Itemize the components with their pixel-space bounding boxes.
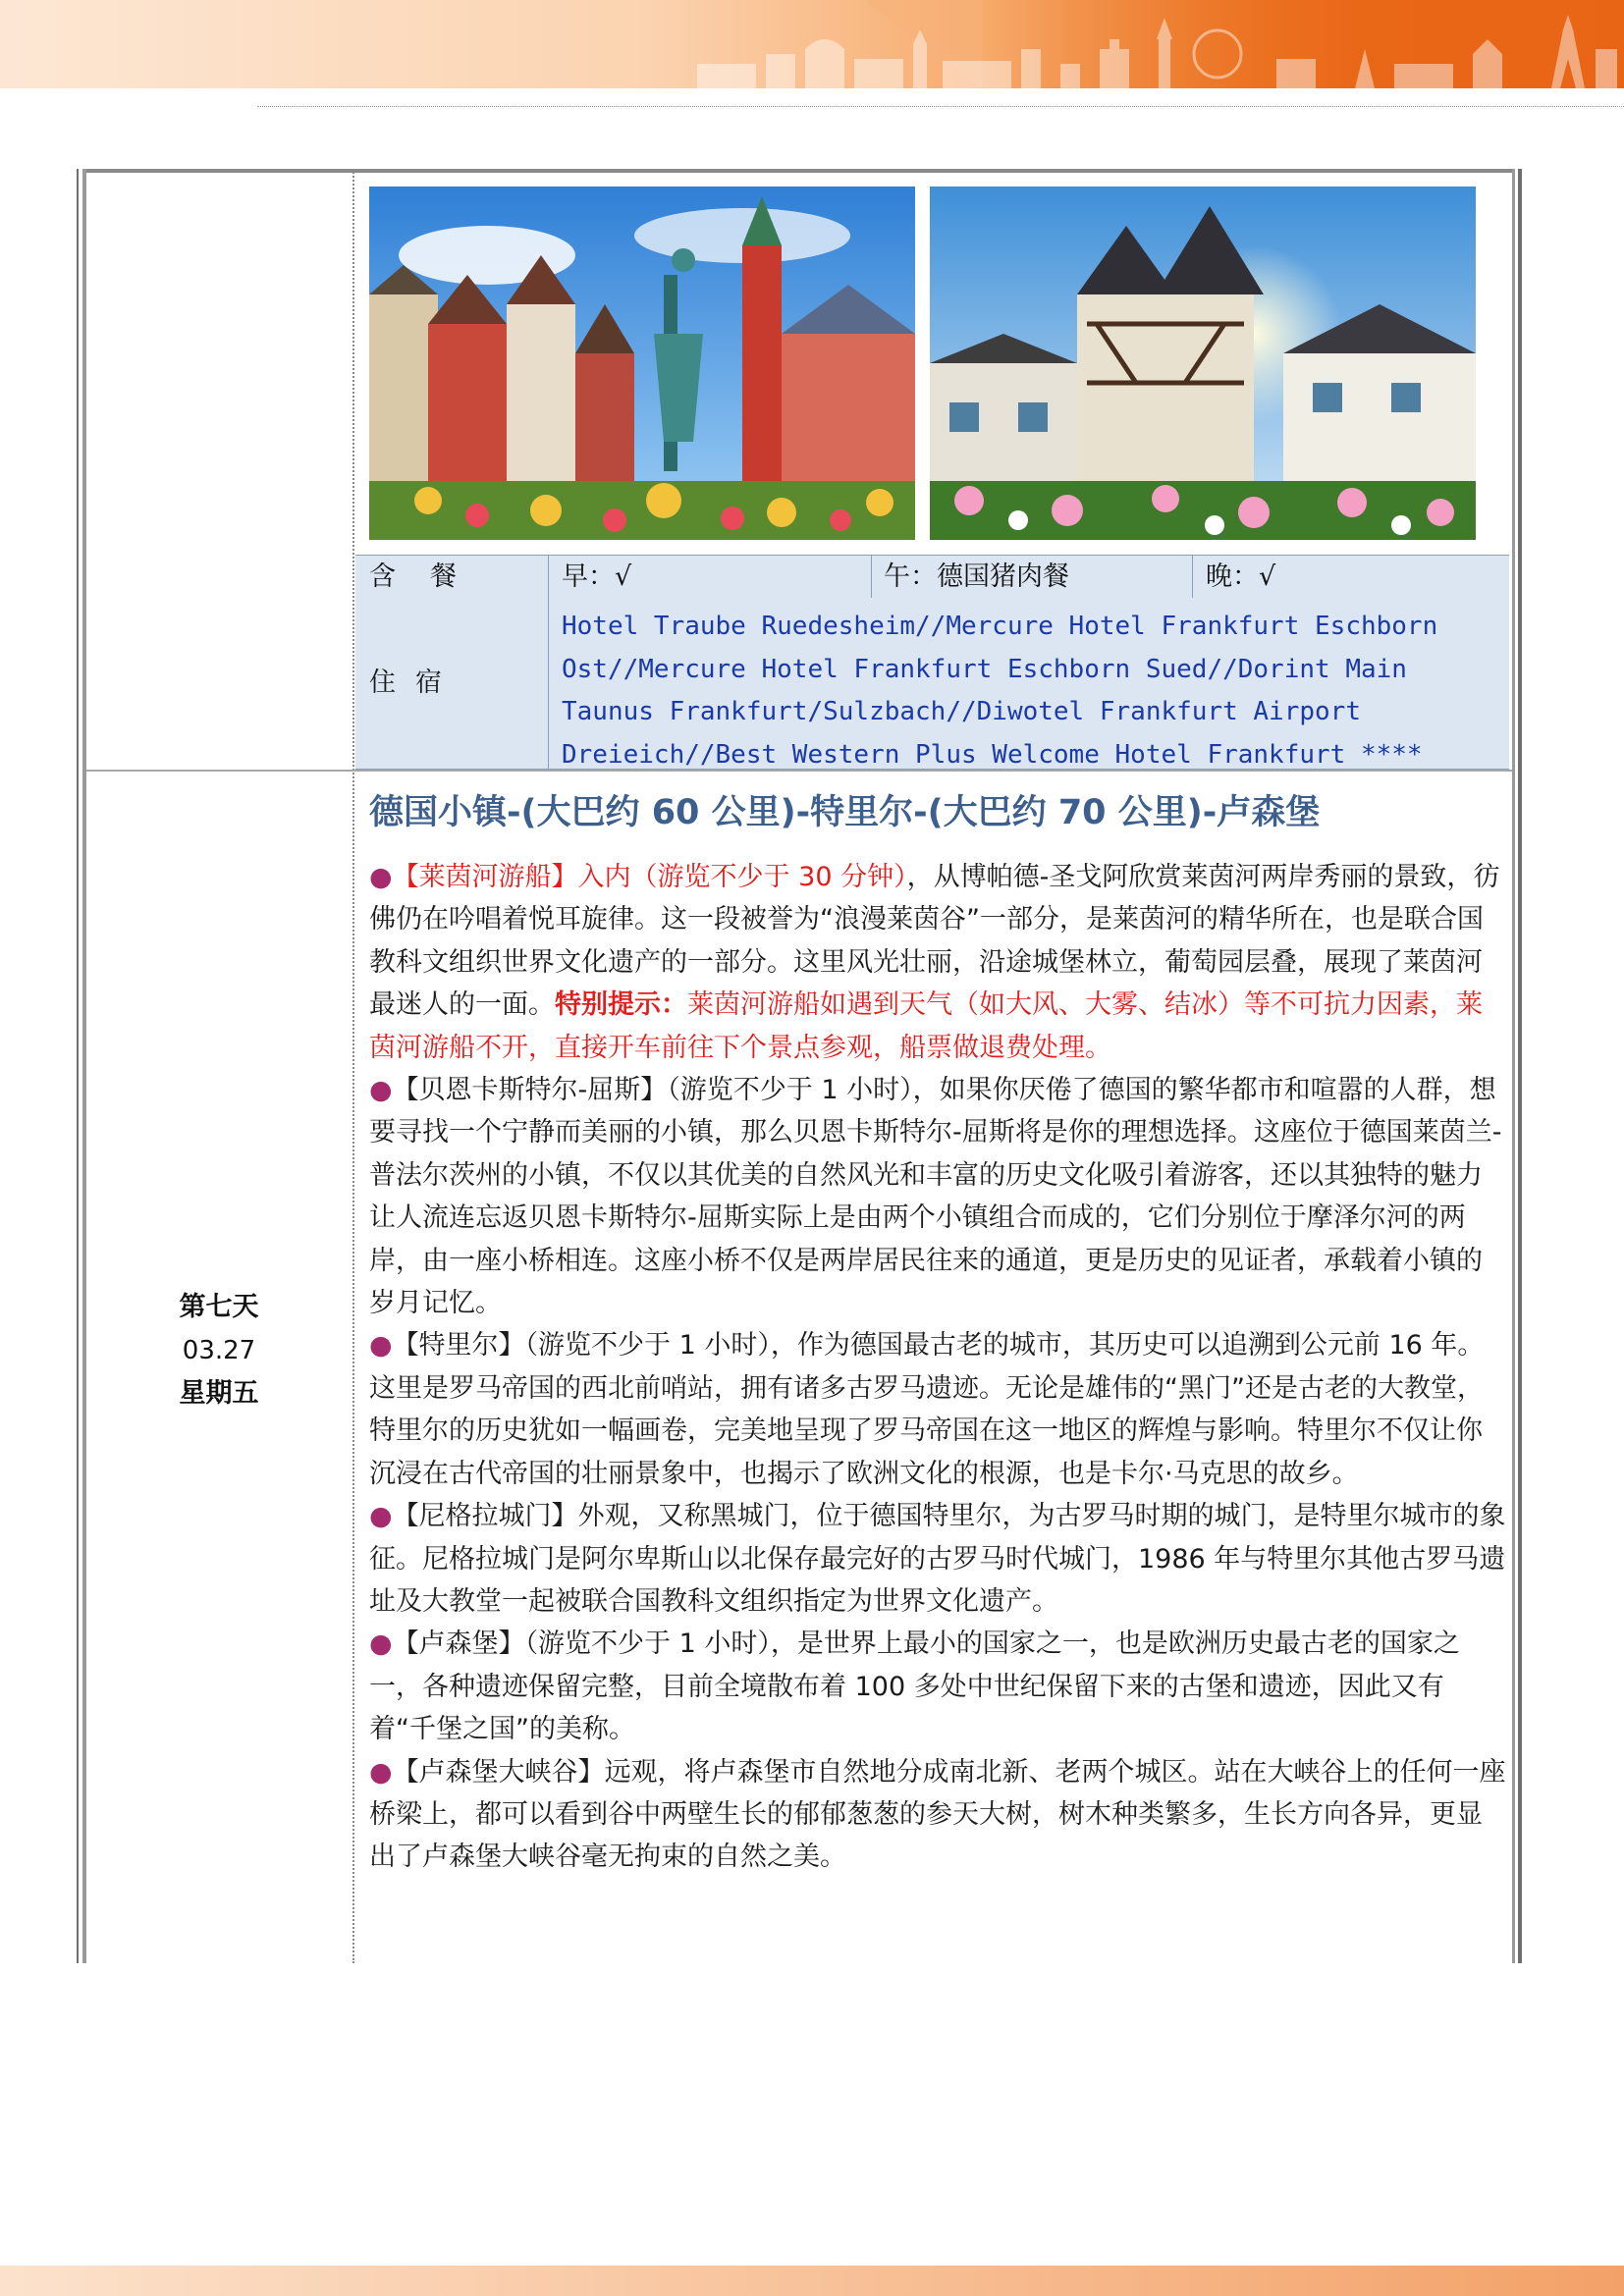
hotel-list: Hotel Traube Ruedesheim//Mercure Hotel Frankfurt Eschborn Ost//Mercure Hotel Frankfurt Eschborn Sued//Dorint Main Taunus Frankfurt/Sulzbach//Diwotel Frankfurt Airport Dreieich//Best Western Plus Welcome Hotel Frankfurt **** xyxy=(562,612,1438,770)
meals-separator xyxy=(871,556,872,599)
notice-text: 莱茵河游船如遇到天气（如大风、大雾、结冰）等不可抗力因素，莱茵河游船不开，直接开车前往下个景点参观，船票做退费处理。 xyxy=(369,989,1483,1063)
bullet-icon: ● xyxy=(369,1330,393,1362)
list-item xyxy=(369,1324,1508,1495)
bullet-icon: ● xyxy=(369,1629,393,1660)
meals-row xyxy=(355,555,1509,600)
attraction-name: 【卢森堡】 xyxy=(392,1629,525,1660)
hotel-separator xyxy=(548,598,549,769)
list-item xyxy=(369,1751,1508,1879)
meals-separator xyxy=(1192,556,1193,599)
bullet-icon: ● xyxy=(369,862,393,892)
hotel-row xyxy=(355,598,1509,770)
attraction-name: 【贝恩卡斯特尔-屈斯】 xyxy=(392,1075,668,1106)
attraction-name: 【莱茵河游船】入内（游览不少于 30 分钟） xyxy=(392,862,907,892)
table-right-border xyxy=(1512,169,1522,1963)
day-date: 03.27 xyxy=(182,1336,256,1365)
day-number: 第七天 xyxy=(179,1292,259,1322)
bullet-icon: ● xyxy=(369,1501,393,1532)
attraction-name: 【特里尔】 xyxy=(392,1330,525,1362)
list-item xyxy=(369,856,1508,1069)
footer-bar xyxy=(0,2266,1624,2296)
list-item xyxy=(369,1495,1508,1623)
attraction-description: 外观，又称黑城门，位于德国特里尔，为古罗马时期的城门，是特里尔城市的象征。尼格拉城门是阿尔卑斯山以北保存最完好的古罗马时代城门，1986 年与特里尔其他古罗马遗址及大教堂一起被联合国教科文组织指定为世界文化遗产。 xyxy=(369,1501,1506,1617)
city-skyline-icon xyxy=(687,10,1624,88)
header-banner xyxy=(0,0,1624,88)
day-label xyxy=(86,1286,352,1415)
breakfast-cell: 早：√ xyxy=(562,561,632,592)
lunch-cell: 午：德国猪肉餐 xyxy=(884,561,1069,592)
table-column-divider xyxy=(352,169,354,1963)
bullet-icon: ● xyxy=(369,1756,393,1788)
table-top-border xyxy=(77,169,1522,173)
itinerary-content xyxy=(369,856,1508,1879)
timber-house-photo xyxy=(930,187,1476,540)
attraction-description: ，从博帕德-圣戈阿欣赏莱茵河两岸秀丽的景致，彷佛仍在吟唱着悦耳旋律。这一段被誉为“浪漫莱茵谷”一部分，是莱茵河的精华所在，也是联合国教科文组织世界文化遗产的一部分。这里风光壮丽，沿途城堡林立，葡萄园层叠，展现了莱茵河最迷人的一面。 xyxy=(369,862,1500,1021)
list-item xyxy=(369,1623,1508,1750)
hotel-label: 住宿 xyxy=(369,667,461,698)
frankfurt-roemer-photo xyxy=(369,187,915,540)
attraction-name: 【卢森堡大峡谷】 xyxy=(392,1756,605,1788)
meals-separator xyxy=(548,556,549,599)
bullet-icon: ● xyxy=(369,1075,393,1106)
attraction-description: （游览不少于 1 小时），是世界上最小的国家之一，也是欧洲历史最古老的国家之一，各种遗迹保留完整，目前全境散布着 100 多处中世纪保留下来的古堡和遗迹，因此又有着“千堡之国”的美称。 xyxy=(369,1629,1460,1745)
table-left-border xyxy=(77,169,86,1963)
list-item xyxy=(369,1069,1508,1324)
attraction-description: 远观，将卢森堡市自然地分成南北新、老两个城区。站在大峡谷上的任何一座桥梁上，都可以看到谷中两壁生长的郁郁葱葱的参天大树，树木种类繁多，生长方向各异，更显出了卢森堡大峡谷毫无拘束的自然之美。 xyxy=(369,1756,1506,1873)
route-title: 德国小镇-(大巴约 60 公里)-特里尔-(大巴约 70 公里)-卢森堡 xyxy=(369,793,1321,832)
header-divider xyxy=(257,106,1624,107)
day-weekday: 星期五 xyxy=(179,1378,259,1409)
dinner-cell: 晚：√ xyxy=(1206,561,1276,592)
notice-label: 特别提示： xyxy=(555,989,687,1021)
meals-label: 含 餐 xyxy=(369,561,460,592)
attraction-description: （游览不少于 1 小时），如果你厌倦了德国的繁华都市和喧嚣的人群，想要寻找一个宁静而美丽的小镇，那么贝恩卡斯特尔-屈斯将是你的理想选择。这座位于德国莱茵兰-普法尔茨州的小镇，不仅以其优美的自然风光和丰富的历史文化吸引着游客，还以其独特的魅力让人流连忘返贝恩卡斯特尔-屈斯实际上是由两个小镇组合而成的，它们分别位于摩泽尔河的两岸，由一座小桥相连。这座小桥不仅是两岸居民往来的通道，更是历史的见证者，承载着小镇的岁月记忆。 xyxy=(369,1075,1502,1319)
attraction-description: （游览不少于 1 小时），作为德国最古老的城市，其历史可以追溯到公元前 16 年。这里是罗马帝国的西北前哨站，拥有诸多古罗马遗迹。无论是雄伟的“黑门”还是古老的大教堂，特里尔的历史犹如一幅画卷，完美地呈现了罗马帝国在这一地区的辉煌与影响。特里尔不仅让你沉浸在古代帝国的壮丽景象中，也揭示了欧洲文化的根源，也是卡尔·马克思的故乡。 xyxy=(369,1330,1485,1489)
attraction-name: 【尼格拉城门】 xyxy=(392,1501,578,1532)
